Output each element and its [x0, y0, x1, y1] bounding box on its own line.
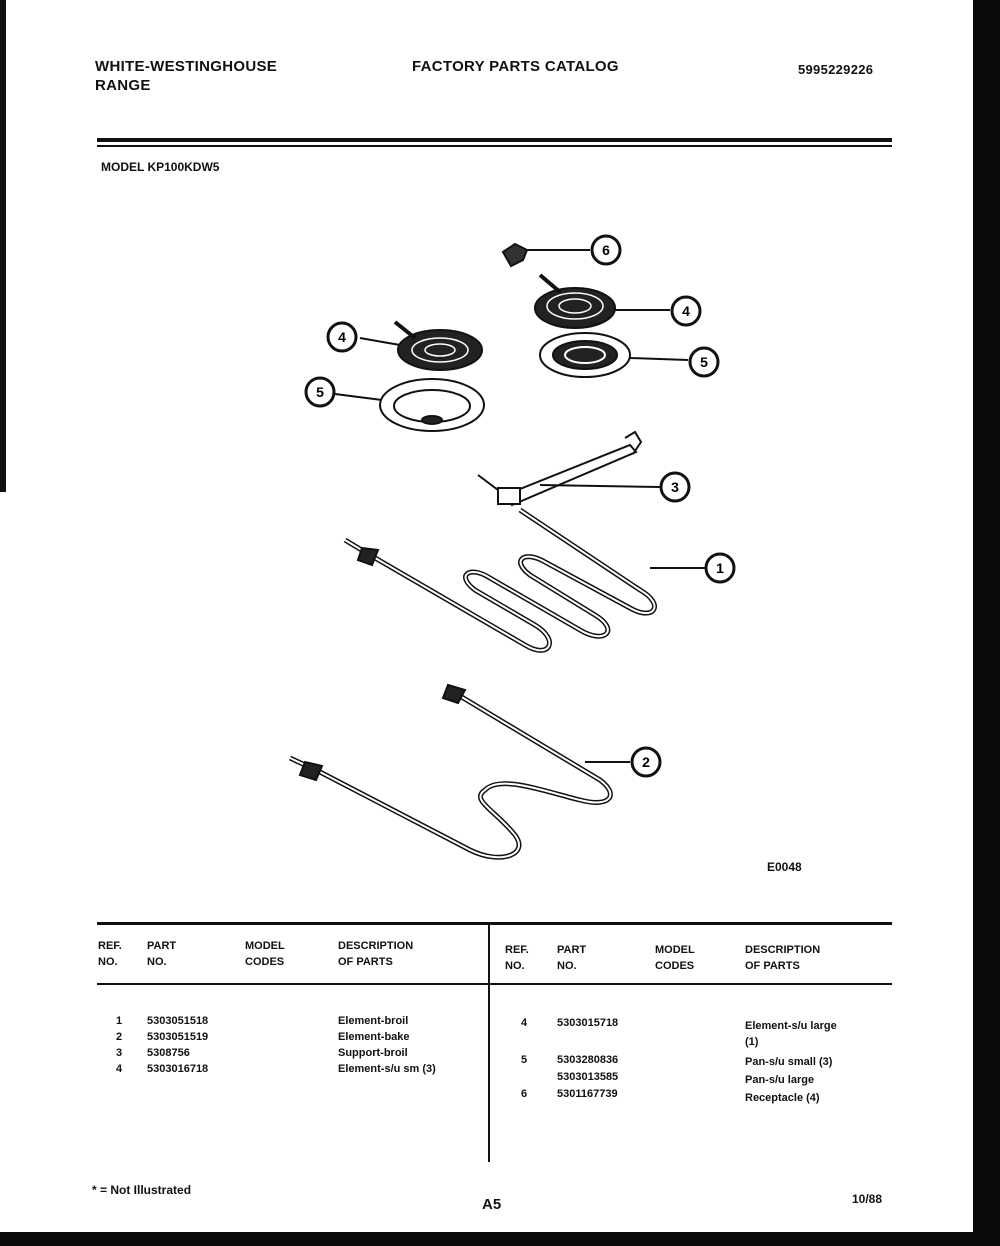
header-description-right: DESCRIPTION OF PARTS [745, 944, 821, 972]
broil-element-part [345, 510, 705, 650]
receptacle-part [503, 244, 590, 266]
scan-border-bottom [0, 1232, 1000, 1246]
callout-1 [706, 554, 734, 582]
drip-pan-small-part [335, 379, 484, 431]
callout-5-right [690, 348, 718, 376]
svg-text:1: 1 [716, 560, 724, 576]
callout-5-left [306, 378, 334, 406]
header-description: DESCRIPTION OF PARTS [338, 940, 414, 968]
header-model-right: MODEL CODES [655, 944, 695, 972]
not-illustrated-note: * = Not Illustrated [92, 1183, 192, 1197]
header-ref: REF. NO. [98, 940, 122, 968]
svg-text:4: 4 [338, 329, 346, 345]
page-number: A5 [482, 1196, 502, 1213]
svg-text:5: 5 [700, 354, 708, 370]
svg-text:6: 6 [602, 242, 610, 258]
header-part: PART NO. [147, 940, 177, 968]
product-type: RANGE [95, 77, 151, 94]
catalog-title: FACTORY PARTS CATALOG [412, 58, 619, 75]
svg-text:5: 5 [316, 384, 324, 400]
table-top-rule [97, 922, 892, 925]
bake-element-part [290, 685, 630, 857]
surface-element-large-part [535, 275, 670, 328]
revision-date: 10/88 [852, 1192, 883, 1206]
diagram-code: E0048 [767, 860, 802, 874]
callout-2 [632, 748, 660, 776]
svg-text:4: 4 [682, 303, 690, 319]
callout-3 [661, 473, 689, 501]
table-header-rule [97, 983, 892, 985]
callout-4-left [328, 323, 356, 351]
callout-6 [592, 236, 620, 264]
table-column-divider [488, 924, 490, 1162]
surface-element-small-part [360, 322, 482, 370]
catalog-number: 5995229226 [798, 62, 874, 77]
brand-name: WHITE-WESTINGHOUSE [95, 58, 278, 75]
svg-text:3: 3 [671, 479, 679, 495]
drip-pan-large-part [540, 333, 688, 377]
svg-text:2: 2 [642, 754, 650, 770]
callout-4-right [672, 297, 700, 325]
header-part-right: PART NO. [557, 944, 587, 972]
header-ref-right: REF. NO. [505, 944, 529, 972]
broil-support-part [478, 432, 660, 505]
header-model: MODEL CODES [245, 940, 285, 968]
model-label: MODEL KP100KDW5 [101, 160, 220, 174]
